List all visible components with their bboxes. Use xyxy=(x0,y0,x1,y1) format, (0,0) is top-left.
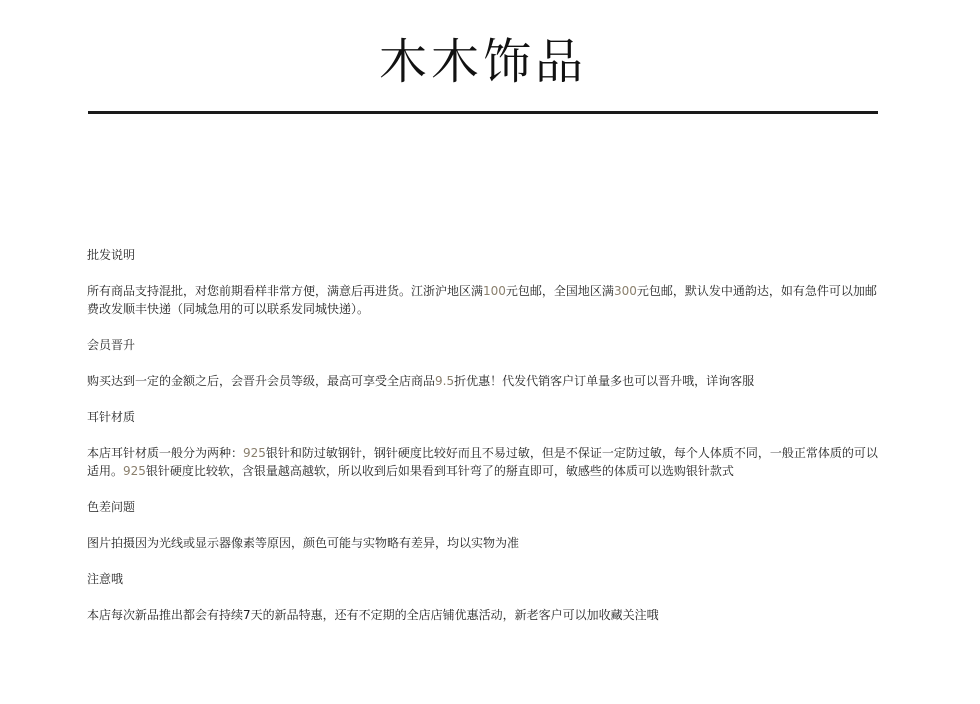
info-content xyxy=(87,246,879,642)
section-body-earring-material xyxy=(87,444,879,480)
number-highlight: 9.5 xyxy=(435,374,455,388)
text-segment: 图片拍摄因为光线或显示器像素等原因，颜色可能与实物略有差异，均以实物为准 xyxy=(87,536,520,550)
number-highlight: 925 xyxy=(243,446,266,460)
section-heading-earring-material: 耳针材质 xyxy=(87,410,136,424)
section-body-color-difference xyxy=(87,534,879,552)
section-body-wholesale xyxy=(87,282,879,318)
section-body-membership xyxy=(87,372,879,390)
text-segment: 元包邮，默认发中通韵达，如有急件可以加邮费改发顺丰快递（同城急用的可以联系发同城快递）。 xyxy=(87,284,877,316)
number-highlight: 300 xyxy=(613,284,637,298)
number-highlight: 925 xyxy=(123,464,146,478)
title-divider xyxy=(88,111,878,114)
section-heading-notice: 注意哦 xyxy=(87,572,124,586)
text-segment: 折优惠！代发代销客户订单量多也可以晋升哦，详询客服 xyxy=(454,374,755,388)
text-segment: 银针硬度比较软，含银量越高越软，所以收到后如果看到耳针弯了的掰直即可，敏感些的体质可以选购银针款式 xyxy=(145,464,734,478)
section-heading-wholesale: 批发说明 xyxy=(87,248,136,262)
text-segment: 所有商品支持混批，对您前期看样非常方便，满意后再进货。江浙沪地区满 xyxy=(87,284,484,298)
text-segment: 元包邮，全国地区满 xyxy=(505,284,614,298)
text-segment: 本店每次新品推出都会有持续7天的新品特惠，还有不定期的全店店铺优惠活动，新老客户可以加收藏关注哦 xyxy=(87,608,659,622)
store-title: 木木饰品 xyxy=(378,34,587,90)
number-highlight: 100 xyxy=(483,284,506,298)
section-heading-membership: 会员晋升 xyxy=(87,338,136,352)
text-segment: 本店耳针材质一般分为两种： xyxy=(87,446,244,460)
text-segment: 购买达到一定的金额之后，会晋升会员等级，最高可享受全店商品 xyxy=(87,374,436,388)
section-heading-color-difference: 色差问题 xyxy=(87,500,136,514)
text-segment: 银针和防过敏钢针，钢针硬度比较好而且不易过敏，但是不保证一定防过敏，每个人体质不同，一般正常体质的可以适用。 xyxy=(87,446,878,478)
section-body-notice xyxy=(87,606,879,624)
